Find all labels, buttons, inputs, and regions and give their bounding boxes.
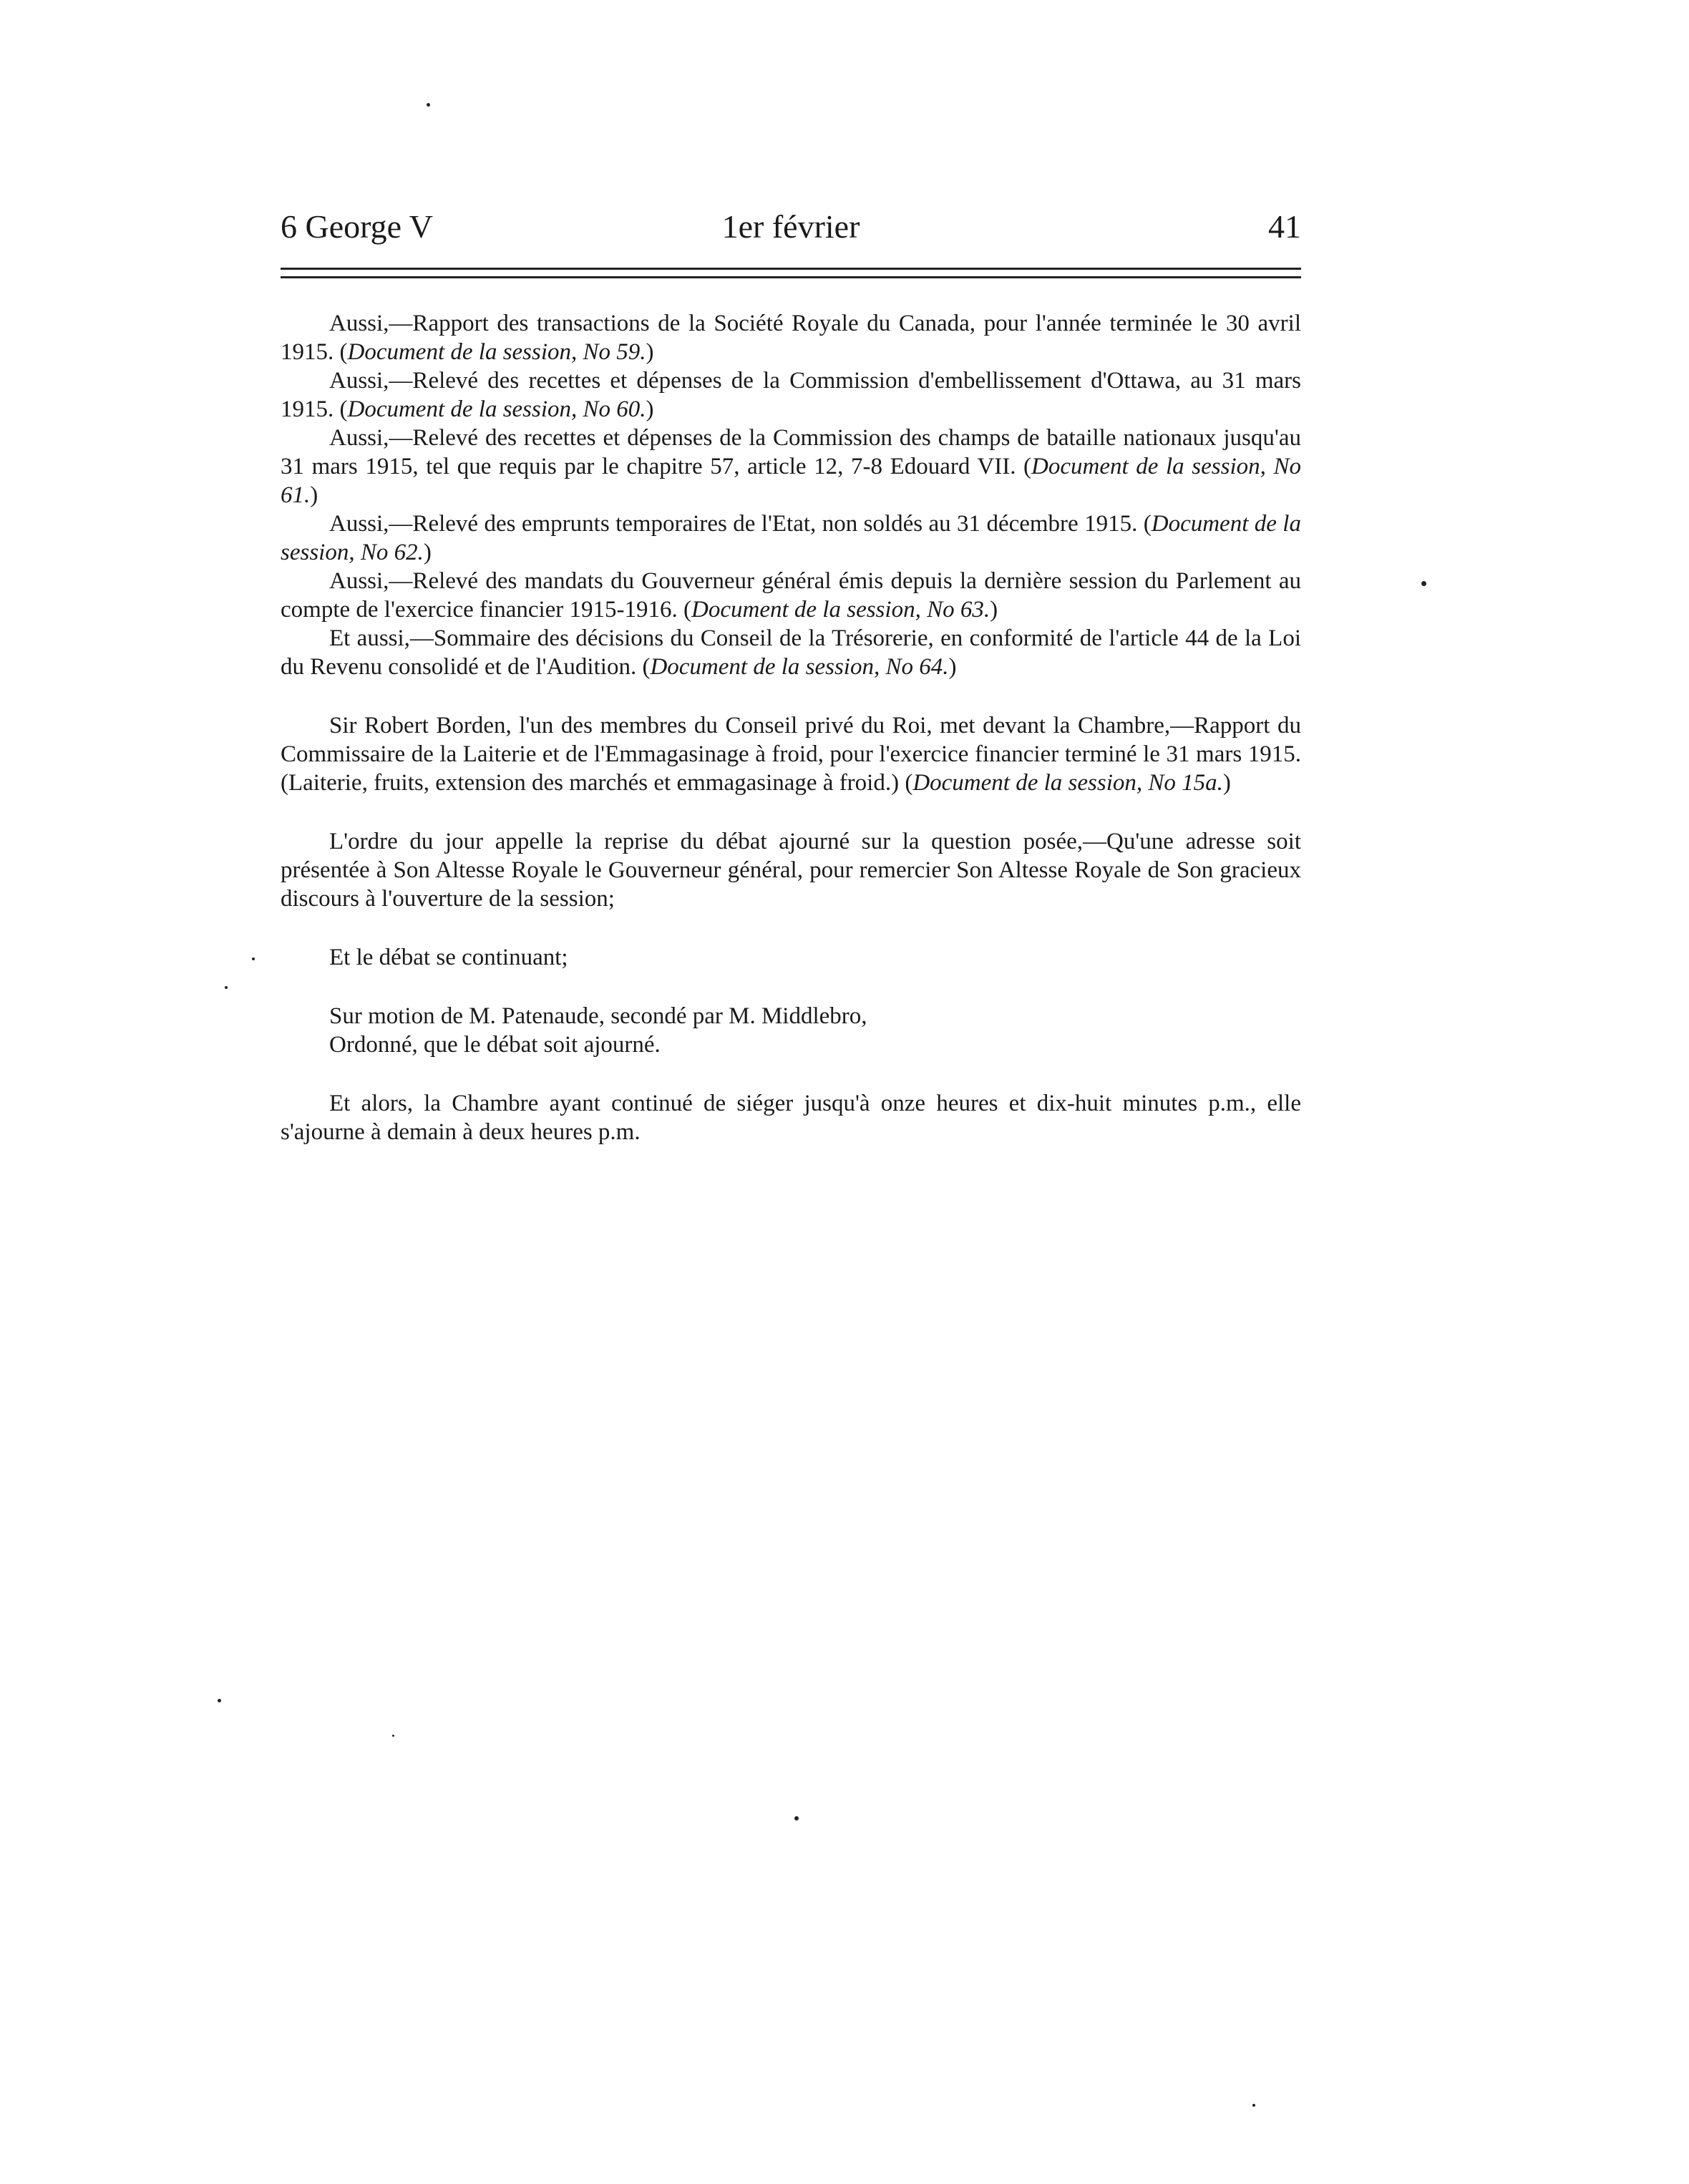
paragraph-mandats-gouverneur — [281, 567, 1301, 624]
paragraph-close: ) — [990, 597, 998, 623]
paragraph-ordre-du-jour — [281, 827, 1301, 913]
header-date: 1er février — [721, 208, 860, 245]
scan-speck — [218, 1699, 221, 1702]
order-line: Ordonné, que le débat soit ajourné. — [329, 1032, 661, 1058]
header-rule-top — [281, 268, 1301, 270]
paragraph-text: Aussi,—Rapport des transactions de la Société Royale du Canada, pour l'année terminée le 30 avril 1915. ( — [281, 311, 1301, 365]
session-document-ref: Document de la session, No 63. — [691, 597, 990, 623]
scan-speck — [1252, 2104, 1255, 2107]
paragraph-text: Aussi,—Relevé des recettes et dépenses de la Commission d'embellissement d'Ottawa, au 31 mars 1915. ( — [281, 368, 1301, 422]
paragraph-close: ) — [948, 654, 957, 680]
header-rule-bottom — [281, 276, 1301, 278]
session-document-ref: Document de la session, No 59. — [347, 339, 646, 365]
session-document-ref: Document de la session, No 60. — [347, 396, 646, 422]
journal-text — [281, 309, 1301, 1146]
scan-speck — [392, 1735, 394, 1737]
paragraph-text: Aussi,—Relevé des recettes et dépenses de la Commission des champs de bataille nationaux jusqu'au 31 mars 1915, tel que requis par le chapitre 57, article 12, 7-8 Edouard VII. ( — [281, 425, 1301, 479]
header-regnal-year: 6 George V — [281, 208, 433, 245]
scan-speck — [252, 957, 255, 960]
paragraph-close: ) — [646, 396, 654, 422]
paragraph-text: Sir Robert Borden, l'un des membres du Conseil privé du Roi, met devant la Chambre,—Rapport du Commissaire de la Laiterie et de l'Emmagasinage à froid, pour l'exercice financier terminé le 31 mars 1915. (Laiterie, fruits, extension des marchés et emmagasinage à froid.) ( — [281, 713, 1301, 796]
session-document-ref: Document de la session, No 61. — [281, 454, 1301, 508]
paragraph-close: ) — [423, 540, 432, 565]
paragraph-close: ) — [1222, 770, 1231, 796]
session-document-ref: Document de la session, No 15a. — [912, 770, 1223, 796]
paragraph-text: L'ordre du jour appelle la reprise du débat ajourné sur la question posée,—Qu'une adresse soit présentée à Son Altesse Royale le Gouverneur général, pour remercier Son Altesse Royale de Son gracieux discours à l'ouverture de la session; — [281, 829, 1301, 912]
scan-speck — [794, 1816, 799, 1820]
page-number: 41 — [1268, 208, 1301, 245]
paragraph-motion-patenaude — [281, 1002, 1301, 1059]
paragraph-text: Aussi,—Relevé des mandats du Gouverneur général émis depuis la dernière session du Parlement au compte de l'exercice financier 1915-1916. ( — [281, 568, 1301, 623]
paragraph-champs-de-bataille — [281, 424, 1301, 510]
paragraph-ajournement — [281, 1089, 1301, 1146]
scan-speck — [225, 986, 228, 989]
motion-line: Sur motion de M. Patenaude, secondé par M. Middlebro, — [329, 1003, 867, 1029]
running-header — [281, 202, 1301, 252]
paragraph-conseil-tresorerie — [281, 624, 1301, 681]
session-document-ref: Document de la session, No 64. — [650, 654, 949, 680]
paragraph-text: Aussi,—Relevé des emprunts temporaires de l'Etat, non soldés au 31 décembre 1915. ( — [329, 511, 1152, 537]
paragraph-close: ) — [646, 339, 654, 365]
paragraph-borden-laiterie — [281, 711, 1301, 797]
paragraph-societe-royale — [281, 309, 1301, 366]
paragraph-close: ) — [310, 482, 318, 508]
scan-speck — [1421, 581, 1426, 586]
session-document-ref: Document de la session, No 62. — [281, 511, 1301, 565]
paragraph-emprunts-temporaires — [281, 510, 1301, 567]
paragraph-text: Et le débat se continuant; — [329, 945, 568, 970]
scan-speck — [427, 103, 430, 107]
paragraph-text: Et alors, la Chambre ayant continué de siéger jusqu'à onze heures et dix-huit minutes p.m., elle s'ajourne à demain à deux heures p.m. — [281, 1091, 1301, 1145]
paragraph-text: Et aussi,—Sommaire des décisions du Conseil de la Trésorerie, en conformité de l'article 44 de la Loi du Revenu consolidé et de l'Audition. ( — [281, 625, 1301, 680]
paragraph-debat-continuant — [281, 943, 1301, 972]
paragraph-embellissement-ottawa — [281, 366, 1301, 424]
